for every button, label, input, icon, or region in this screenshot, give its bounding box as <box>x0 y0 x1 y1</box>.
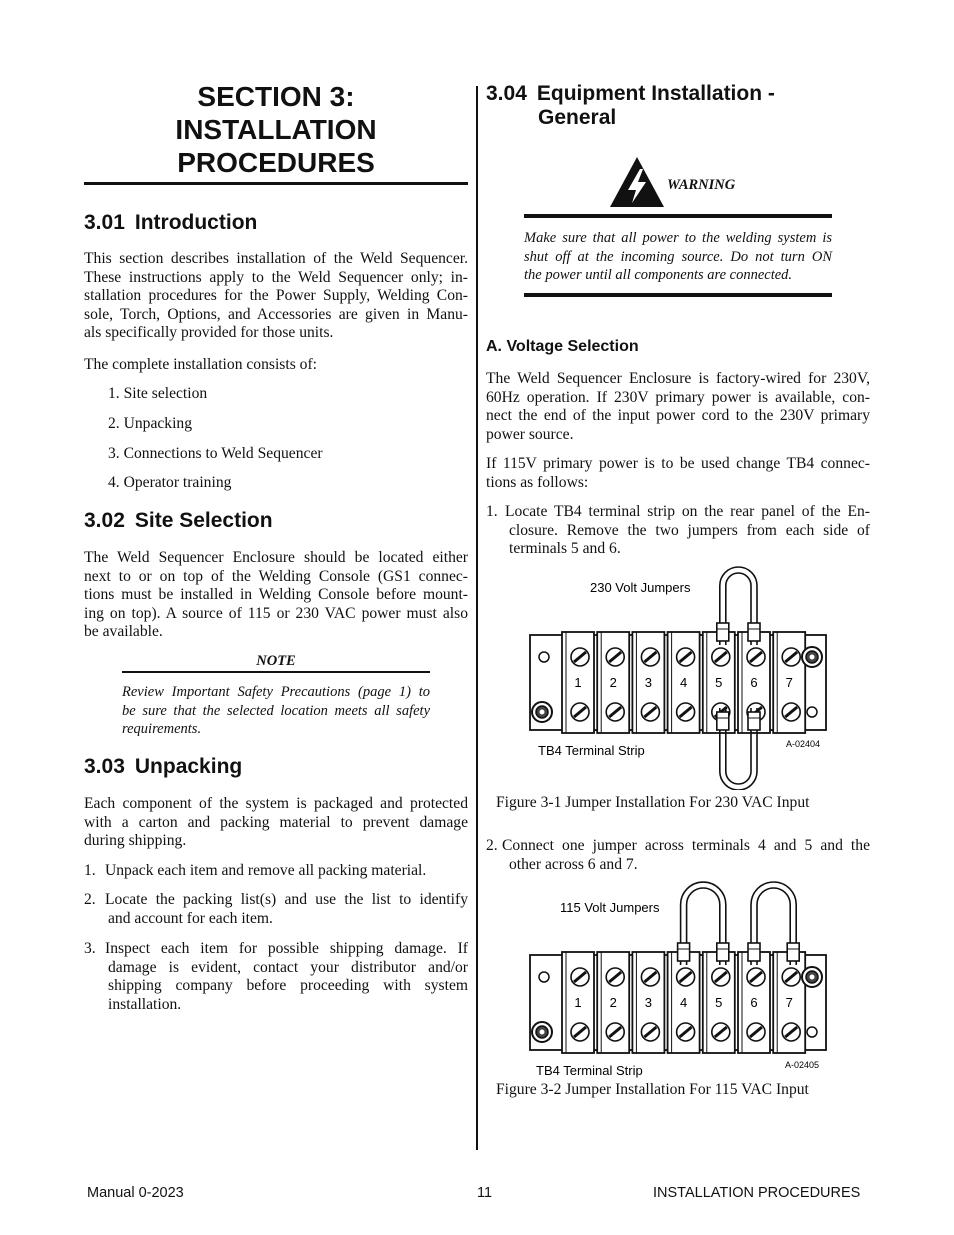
section-title <box>84 80 468 179</box>
footer-manual-number: Manual 0-2023 <box>87 1185 184 1201</box>
figure-115v-jumper-diagram <box>520 880 840 1080</box>
mount-hole <box>807 1027 817 1037</box>
text-line: This section describes installation of the Weld Sequencer. <box>84 250 468 267</box>
heading-text: Unpacking <box>134 755 243 778</box>
voltage-paragraph <box>486 370 870 444</box>
text-line: shipping company before proceeding with system <box>108 977 468 995</box>
text-line: sole, Torch, Options, and Accessories are given in Manu- <box>84 305 468 323</box>
list-item: 3. Connections to Weld Sequencer <box>108 445 323 462</box>
strip-label: TB4 Terminal Strip <box>538 743 645 758</box>
text-line: installation. <box>108 995 182 1013</box>
jumper-lug <box>717 623 729 641</box>
text-line: ing on top). A source of 115 or 230 VAC power must also <box>84 604 468 622</box>
step-text <box>505 503 870 559</box>
jumper-lug <box>748 943 760 961</box>
text-line: 60Hz operation. If 230V primary power is available, con- <box>486 388 870 406</box>
terminal-number: 4 <box>679 995 688 1010</box>
title-rule <box>84 182 468 185</box>
terminal-number: 5 <box>715 675 723 690</box>
text-line: Make sure that all power to the welding system is <box>524 230 832 246</box>
terminal-number: 5 <box>715 995 723 1010</box>
text-line: The Weld Sequencer Enclosure is factory-wired for 230V, <box>486 370 870 387</box>
text-line: with a carton and packing material to prevent damage <box>84 813 468 831</box>
unpacking-paragraph <box>84 795 468 851</box>
terminal-number: 7 <box>785 995 793 1010</box>
step-number: 1. <box>486 503 498 520</box>
warning-label: WARNING <box>667 177 736 193</box>
terminal-number: 7 <box>785 675 793 690</box>
terminal-number: 6 <box>750 995 758 1010</box>
mount-hole <box>807 707 817 717</box>
jumper-lug <box>717 943 729 961</box>
text-line: power source. <box>486 425 574 443</box>
terminal-strip <box>530 952 826 1053</box>
section-title-line: SECTION 3: <box>197 81 355 112</box>
heading-unpacking <box>84 755 242 779</box>
terminal-number: 6 <box>750 675 758 690</box>
jumper-lug <box>787 943 799 961</box>
stud-hole <box>540 1030 545 1035</box>
footer-page-number: 11 <box>477 1185 493 1201</box>
text-line: next to or on top of the Welding Console (GS1 connec- <box>84 567 468 585</box>
section-title-line: INSTALLATION <box>175 114 377 145</box>
step-number: 1. <box>84 862 96 879</box>
heading-equipment-installation <box>486 82 775 130</box>
warning-text <box>524 229 832 285</box>
text-line: be available. <box>84 623 163 641</box>
heading-text: Site Selection <box>134 509 273 532</box>
list-item: 4. Operator training <box>108 474 232 491</box>
text-line: stallation procedures for the Power Supply, Welding Con- <box>84 287 468 305</box>
footer-section-name: INSTALLATION PROCEDURES <box>653 1185 861 1201</box>
terminal-number: 4 <box>679 675 688 690</box>
step-text <box>105 940 468 1014</box>
warning-icon <box>608 156 666 208</box>
heading-number: 3.01 <box>84 211 125 234</box>
site-paragraph <box>84 549 468 642</box>
heading-number: 3.04 <box>486 82 527 105</box>
heading-introduction <box>84 211 257 235</box>
text-line: other across 6 and 7. <box>509 855 638 873</box>
heading-number: 3.03 <box>84 755 125 778</box>
text-line: tions must be installed in Welding Console before mount- <box>84 586 468 604</box>
note-rule <box>122 671 430 673</box>
text-line: shut off at the incoming source. Do not turn ON <box>524 248 832 265</box>
terminal-number: 2 <box>609 995 617 1010</box>
warning-rule-top <box>524 214 832 218</box>
step-text <box>502 837 870 874</box>
text-line: the power until all components are connected. <box>524 267 793 284</box>
text-line: terminals 5 and 6. <box>509 540 621 558</box>
mount-hole <box>539 972 549 982</box>
step-text <box>105 862 426 881</box>
jumper-lug <box>678 943 690 961</box>
intro-paragraph-2 <box>84 356 317 375</box>
strip-label: TB4 Terminal Strip <box>536 1063 643 1078</box>
voltage-paragraph-2 <box>486 455 870 492</box>
text-line: The complete installation consists of: <box>84 356 317 373</box>
jumper-lug <box>717 712 729 730</box>
terminal-number: 1 <box>574 995 582 1010</box>
jumper-lug <box>748 712 760 730</box>
section-title-line: PROCEDURES <box>177 147 375 178</box>
note-text <box>122 683 430 739</box>
jumpers-label: 115 Volt Jumpers <box>560 900 660 915</box>
terminal-strip <box>530 632 826 733</box>
text-line: closure. Remove the two jumpers from each side of <box>509 521 870 539</box>
heading-text: Equipment Installation - <box>536 82 775 105</box>
text-line: Connect one jumper across terminals 4 and 5 and the <box>502 837 870 854</box>
text-line: als specifically provided for those units. <box>84 324 334 342</box>
figure-230v-jumper-diagram <box>520 565 840 790</box>
text-line: Each component of the system is packaged and protected <box>84 795 468 812</box>
stud-hole <box>810 655 815 660</box>
note-label: NOTE <box>256 653 296 669</box>
step-number: 2. <box>486 837 498 854</box>
list-item: 2. Unpacking <box>108 415 193 432</box>
text-line: Locate TB4 terminal strip on the rear panel of the En- <box>505 503 870 520</box>
terminal-number: 3 <box>644 675 653 690</box>
stud-hole <box>540 710 545 715</box>
text-line: Unpack each item and remove all packing material. <box>105 862 427 879</box>
list-item: 1. Site selection <box>108 385 208 402</box>
text-line: nect the end of the input power cord to the 230V primary <box>486 407 870 425</box>
figure-caption: Figure 3-2 Jumper Installation For 115 VAC Input <box>496 1081 809 1098</box>
step-number: 2. <box>84 891 96 908</box>
mount-hole <box>539 652 549 662</box>
step-number: 3. <box>84 940 96 957</box>
text-line: Locate the packing list(s) and use the list to identify <box>105 891 468 908</box>
intro-paragraph <box>84 250 468 343</box>
text-line: tions as follows: <box>486 473 589 491</box>
terminal-number: 2 <box>609 675 617 690</box>
warning-rule-bottom <box>524 293 832 297</box>
stud-hole <box>810 975 815 980</box>
text-line: Inspect each item for possible shipping damage. If <box>105 940 468 957</box>
terminal-number: 3 <box>644 995 653 1010</box>
text-line: The Weld Sequencer Enclosure should be located either <box>84 549 468 566</box>
text-line: during shipping. <box>84 832 187 850</box>
jumpers-label: 230 Volt Jumpers <box>590 580 691 595</box>
figure-code: A-02404 <box>786 739 821 749</box>
text-line: If 115V primary power is to be used change TB4 connec- <box>486 455 870 472</box>
column-divider <box>476 86 478 1150</box>
text-line: damage is evident, contact your distributor and/or <box>108 958 468 976</box>
heading-site-selection <box>84 509 273 533</box>
step-text <box>105 891 468 928</box>
text-line: Review Important Safety Precautions (page 1) to <box>122 684 430 700</box>
terminal-number: 1 <box>574 675 582 690</box>
heading-text: Introduction <box>134 211 258 234</box>
text-line: and account for each item. <box>108 909 273 927</box>
jumper-lug <box>748 623 760 641</box>
figure-code: A-02405 <box>785 1060 820 1070</box>
figure-caption: Figure 3-1 Jumper Installation For 230 VAC Input <box>496 794 810 811</box>
text-line: requirements. <box>122 721 202 738</box>
text-line: be sure that the selected location meets all safety <box>122 702 430 719</box>
heading-text: General <box>538 106 617 129</box>
text-line: These instructions apply to the Weld Sequencer only; in- <box>84 268 468 286</box>
heading-number: 3.02 <box>84 509 125 532</box>
subheading-voltage-selection: A. Voltage Selection <box>486 338 639 355</box>
